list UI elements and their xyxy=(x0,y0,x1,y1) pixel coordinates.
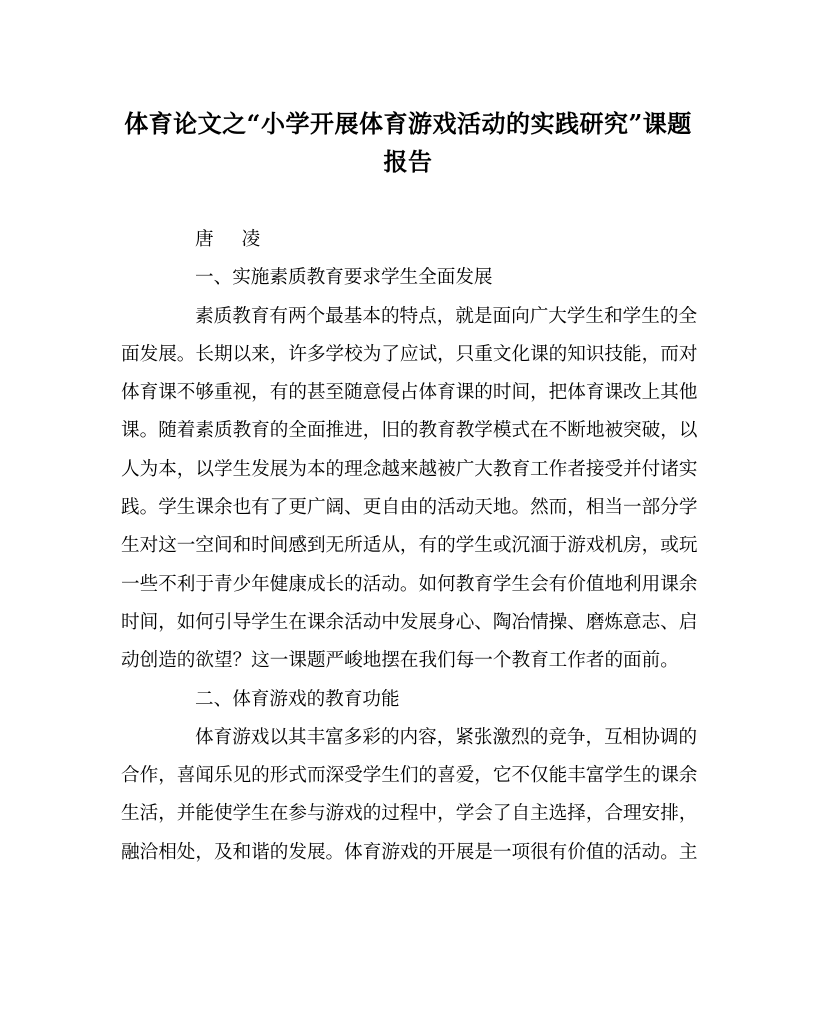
paragraph-line: 融洽相处，及和谐的发展。体育游戏的开展是一项很有价值的活动。主 xyxy=(121,841,698,863)
document-title xyxy=(108,101,708,178)
paragraph-line: 一些不利于青少年健康成长的活动。如何教育学生会有价值地利用课余 xyxy=(121,573,698,595)
author-surname: 唐 xyxy=(195,229,214,250)
paragraph-line: 体育课不够重视，有的甚至随意侵占体育课的时间，把体育课改上其他 xyxy=(121,382,698,404)
section-1-paragraph xyxy=(121,298,697,681)
paragraph-line: 合作，喜闻乐见的形式而深受学生们的喜爱，它不仅能丰富学生的课余 xyxy=(121,765,698,787)
paragraph-line: 动创造的欲望？这一课题严峻地摆在我们每一个教育工作者的面前。 xyxy=(121,650,679,672)
title-line-2: 报告 xyxy=(383,147,433,177)
paragraph-line: 课。随着素质教育的全面推进，旧的教育教学模式在不断地被突破，以 xyxy=(121,420,698,442)
section-1-heading: 一、实施素质教育要求学生全面发展 xyxy=(195,267,493,289)
paragraph-line: 践。学生课余也有了更广阔、更自由的活动天地。然而，相当一部分学 xyxy=(121,497,698,519)
paragraph-line: 生对这一空间和时间感到无所适从，有的学生或沉湎于游戏机房，或玩 xyxy=(121,535,698,557)
paragraph-line: 体育游戏以其丰富多彩的内容，紧张激烈的竞争，互相协调的 xyxy=(195,726,698,748)
section-2-paragraph xyxy=(121,719,697,872)
author-given-name: 凌 xyxy=(241,229,261,250)
title-line-1: 体育论文之“小学开展体育游戏活动的实践研究”课题 xyxy=(124,109,692,138)
section-2-heading: 二、体育游戏的教育功能 xyxy=(195,688,400,710)
paragraph-line: 面发展。长期以来，许多学校为了应试，只重文化课的知识技能，而对 xyxy=(121,343,698,365)
document-body xyxy=(121,221,697,872)
author-line xyxy=(121,221,697,259)
paragraph-line: 生活，并能使学生在参与游戏的过程中，学会了自主选择，合理安排， xyxy=(121,803,698,825)
paragraph-line: 时间，如何引导学生在课余活动中发展身心、陶冶情操、磨炼意志、启 xyxy=(121,611,698,633)
paragraph-line: 人为本，以学生发展为本的理念越来越被广大教育工作者接受并付诸实 xyxy=(121,458,698,480)
paragraph-line: 素质教育有两个最基本的特点，就是面向广大学生和学生的全 xyxy=(195,305,698,327)
